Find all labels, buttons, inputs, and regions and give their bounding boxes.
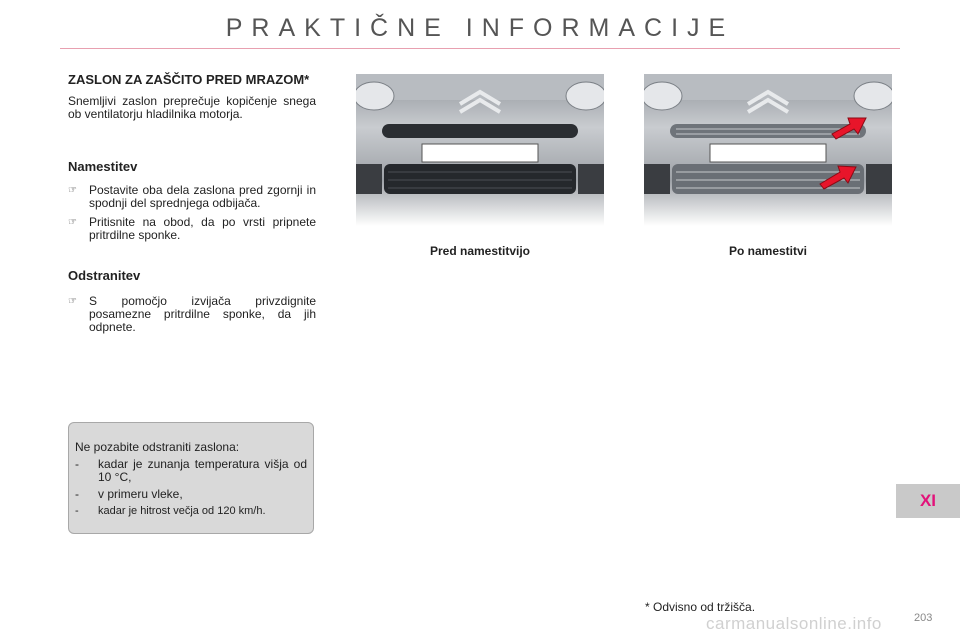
page-header-title: PRAKTIČNE INFORMACIJE [225,14,735,42]
section-intro: Snemljivi zaslon preprečuje kopičenje snega ob ventilatorju hladilnika motorja. [68,94,316,121]
removal-step: ☞ S pomočjo izvijača privzdignite posamezne pritrdilne sponke, da jih odpnete. [68,294,316,334]
installation-step: ☞ Postavite oba dela zaslona pred zgornji in spodnji del sprednjega odbijača. [68,183,316,210]
caption-before-installation: Pred namestitvijo [429,244,531,258]
section-title: ZASLON ZA ZAŠČITO PRED MRAZOM* [68,72,310,87]
footnote: * Odvisno od tržišča. [645,600,756,614]
installation-step: ☞ Pritisnite na obod, da po vrsti pripnete pritrdilne sponke. [68,215,316,242]
page-number: 203 [914,612,933,624]
header-divider [60,48,900,49]
caption-after-installation: Po namestitvi [728,244,808,258]
reminder-note [68,422,314,534]
watermark: carmanualsonline.info [706,614,882,633]
pointing-hand-icon: ☞ [68,185,77,196]
installation-heading: Namestitev [68,159,138,174]
photo-after-installation [644,74,892,226]
left-column [68,72,316,334]
chapter-tab: XI [896,484,960,518]
photo-before-installation [356,74,604,226]
pointing-hand-icon: ☞ [68,296,77,307]
note-item: - kadar je zunanja temperatura višja od 10 °C, [75,457,307,484]
note-item: - kadar je hitrost večja od 120 km/h. [75,505,266,517]
removal-heading: Odstranitev [68,268,141,283]
note-intro: Ne pozabite odstraniti zaslona: [75,440,240,454]
note-item: - v primeru vleke, [75,487,183,501]
pointing-hand-icon: ☞ [68,217,77,228]
